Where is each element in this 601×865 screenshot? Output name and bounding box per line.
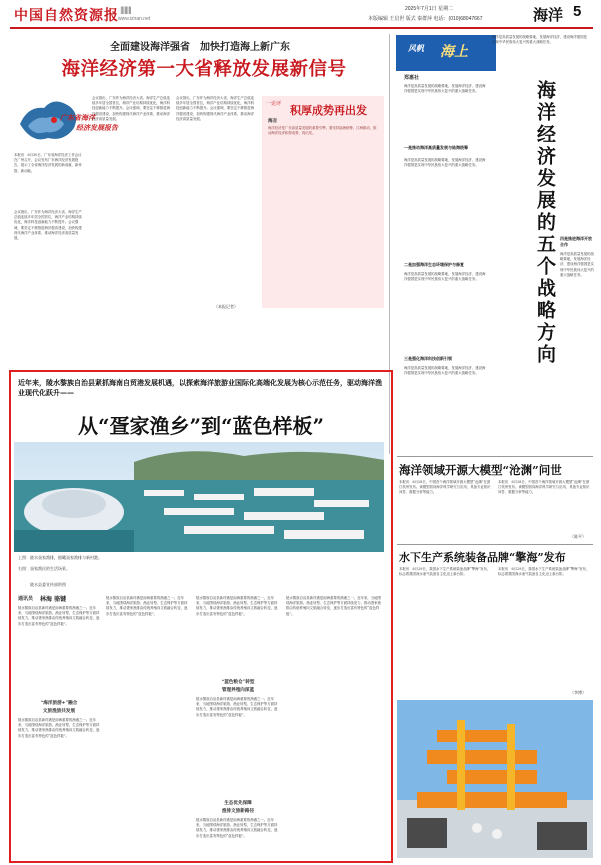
column-banner [396,35,496,71]
article-sub-2b: 管理养殖向深蓝 [221,688,255,693]
article-headline: 从“疍家渔乡”到“蓝色样板” [77,414,324,438]
equipment-news-col1: 本报讯 6月29日，我国水下生产系统装备品牌“擎海”发布，标志着我国深水油气装备自主化迈上新台阶。 [399,567,491,577]
article-col3-text-c: 陵水黎族自治县新村港是南海重要的渔港之一。近年来，当地围绕海洋旅游、渔业转型、生态保护等方面持续发力，推动疍家渔排由传统养殖向文旅融合转变，逐步打造出富有特色的“蓝色样板”。 [196,818,278,838]
column-text-c: 海洋是高质量发展的战略要地，发展海洋经济、建设海洋强国是实现中华民族伟大复兴的重大战略任务。 [404,272,486,282]
feature-headline: 海洋经济第一大省释放发展新信号 [61,59,347,80]
column-text-a: 海洋是高质量发展的战略要地，发展海洋经济、建设海洋强国是实现中华民族伟大复兴的重大战略任务。 [404,84,486,94]
sidebar-title: 积厚成势再出发 [290,104,367,117]
paper-name: 中国自然资源报 [14,8,119,24]
ai-news-rule [397,456,593,457]
section-title: 海洋 [533,6,564,24]
article-col4-text: 陵水黎族自治县新村港是南海重要的渔港之一。近年来，当地围绕海洋旅游、渔业转型、生态保护等方面持续发力，推动疍家渔排由传统养殖向文旅融合转变，逐步打造出富有特色的“蓝色样板”。 [286,596,381,616]
equipment-news-col2: 本报讯 6月29日，我国水下生产系统装备品牌“擎海”发布，标志着我国深水油气装备自主化迈上新台阶。 [498,567,590,577]
column-sub-3: 三是强化海洋科技创新引领 [404,356,452,361]
column-text-f: 海洋是高质量发展的战略要地，发展海洋经济、建设海洋强国是实现中华民族伟大复兴的重大战略任务。 [560,252,594,277]
feature-kicker: 全面建设海洋强省 加快打造海上新广东 [110,42,290,53]
article-col2-text: 陵水黎族自治县新村港是南海重要的渔港之一。近年来，当地围绕海洋旅游、渔业转型、生态保护等方面持续发力，推动疍家渔排由传统养殖向文旅融合转变，逐步打造出富有特色的“蓝色样板”。 [106,596,188,616]
reporter-names: 林海 骆键 [40,596,67,603]
article-sub-3b: 渔排文旅新路径 [221,809,255,814]
column-byline: 郑惠社 [404,75,420,81]
equipment-news-headline: 水下生产系统装备品牌“擎海”发布 [399,551,566,564]
article-sub-1: “海洋旅游+”融合 [40,701,78,706]
article-col1-text: 陵水黎族自治县新村港是南海重要的渔港之一。近年来，当地围绕海洋旅游、渔业转型、生态保护等方面持续发力，推动疍家渔排由传统养殖向文旅融合转变，逐步打造出富有特色的“蓝色样板”。 [18,606,100,626]
article-deck: 近年来，陵水黎族自治县紧抓海南自贸港发展机遇，以探索海洋旅游业国际化高端化发展为核心示范任务，驱动海洋渔业现代化跃升—— [18,378,382,397]
ai-news-credit: （陈平） [570,534,586,539]
column-vertical-title [532,80,556,366]
article-photo [14,442,384,552]
feature-author: （本报记者） [214,304,238,309]
feature-body-col3: 会议指出，广东作为海洋经济大省，海洋生产总值连续多年居全国首位，海洋产业结构持续优化，海洋科技创新能力不断提升。会议强调，要坚定不移推进海洋强省建设，加快构建现代海洋产业体系，推动海洋经济高质量发展。 [176,96,254,121]
photo-caption-2: 右图：疍家渔民的生活场景。 [18,566,70,571]
website: www.iziran.net [118,16,151,22]
ai-news-headline: 海洋领域开源大模型“沧渊”问世 [399,463,562,477]
article-col3-text: 陵水黎族自治县新村港是南海重要的渔港之一。近年来，当地围绕海洋旅游、渔业转型、生态保护等方面持续发力，推动疍家渔排由传统养殖向文旅融合转变，逐步打造出富有特色的“蓝色样板”。 [196,596,278,616]
feature-body-col2: 会议指出，广东作为海洋经济大省，海洋生产总值连续多年居全国首位，海洋产业结构持续优化，海洋科技创新能力不断提升。会议强调，要坚定不移推进海洋强省建设，加快构建现代海洋产业体系，推动海洋经济高质量发展。 [92,96,170,121]
photo-caption-1: 上图：陵水疍家渔排，俯瞰疍家渔排与新村港。 [18,555,102,560]
sidebar-text: 海洋经济是广东高质量发展的重要引擎。要坚持陆海统筹、江海联动，推动海洋经济积厚成势、再出发。 [268,126,377,136]
article-col3-text-b: 陵水黎族自治县新村港是南海重要的渔港之一。近年来，当地围绕海洋旅游、渔业转型、生态保护等方面持续发力，推动疍家渔排由传统养殖向文旅融合转变，逐步打造出富有特色的“蓝色样板”。 [196,697,278,717]
masthead [0,0,601,30]
map-label-2: 经济发展报告 [76,123,118,132]
column-text-e: 海洋是高质量发展的战略要地，发展海洋经济、建设海洋强国是实现中华民族伟大复兴的重大战略任务。 [492,35,587,45]
article-sub-3: 生态优先保障 [224,801,252,806]
sidebar-comment [262,96,384,308]
column-sub-2: 二是加强海洋生态环境保护与修复 [404,262,464,267]
masthead-rule [10,27,593,29]
sidebar-label: 一论评 [266,101,282,107]
equipment-photo [397,700,593,858]
feature-lead: 本报讯 6月30日，广东省海洋经济工作会议在广州召开，会议发布广东海洋经济发展报告，展示了全省海洋经济发展的新成就、新举措、新动能。 [14,153,82,173]
feature-body-col1: 会议指出，广东作为海洋经济大省，海洋生产总值连续多年居全国首位，海洋产业结构持续优化，海洋科技创新能力不断提升。会议强调，要坚定不移推进海洋强省建设，加快构建现代海洋产业体系，推动海洋经济高质量发展。 [14,210,82,241]
banner-left-text: 风帆 [408,43,424,53]
photo-credit: 陵水县委宣传部供图 [30,582,66,587]
banner-right-text: 海上 [440,44,468,60]
page-number: 5 [573,3,582,20]
reporter-label: 通讯员 [18,596,34,602]
map-label-1: 广东省海洋 [60,113,95,122]
article-sub-2: “蓝色粮仓”转型 [221,680,255,685]
column-sub-4: 四是推进海洋开放合作 [560,236,592,247]
barcode-mark: |||||||| [120,6,131,14]
date-line: 2025年7月1日 星期二 [405,6,454,12]
ai-news-col1: 本报讯 6月28日，中国首个海洋领域开源大模型“沧渊”在浙江杭州发布。该模型面向海洋科学研究与应用，具备专业知识问答、数据分析等能力。 [399,480,491,495]
sidebar-byline: 海言 [268,119,278,124]
article-col1-text-b: 陵水黎族自治县新村港是南海重要的渔港之一。近年来，当地围绕海洋旅游、渔业转型、生态保护等方面持续发力，推动疍家渔排由传统养殖向文旅融合转变，逐步打造出富有特色的“蓝色样板”。 [18,718,100,738]
column-text-d: 海洋是高质量发展的战略要地，发展海洋经济、建设海洋强国是实现中华民族伟大复兴的重大战略任务。 [404,366,486,376]
equipment-news-rule [397,544,593,545]
equipment-news-credit: （李博） [570,690,586,695]
column-text-b: 海洋是高质量发展的战略要地，发展海洋经济、建设海洋强国是实现中华民族伟大复兴的重大战略任务。 [404,158,486,168]
vertical-title-text: 海洋经济发展的五个战略方向 [534,80,556,366]
ai-news-col2: 本报讯 6月28日，中国首个海洋领域开源大模型“沧渊”在浙江杭州发布。该模型面向海洋科学研究与应用，具备专业知识问答、数据分析等能力。 [498,480,590,495]
column-sub-1: 一是推动海洋高质量发展与陆海统筹 [404,145,468,150]
article-sub-1b: 文旅渔旅共发展 [42,709,76,714]
editor-line: 本版编辑 王启世 版式 秦群萍 电话：(010)68047667 [368,16,483,22]
